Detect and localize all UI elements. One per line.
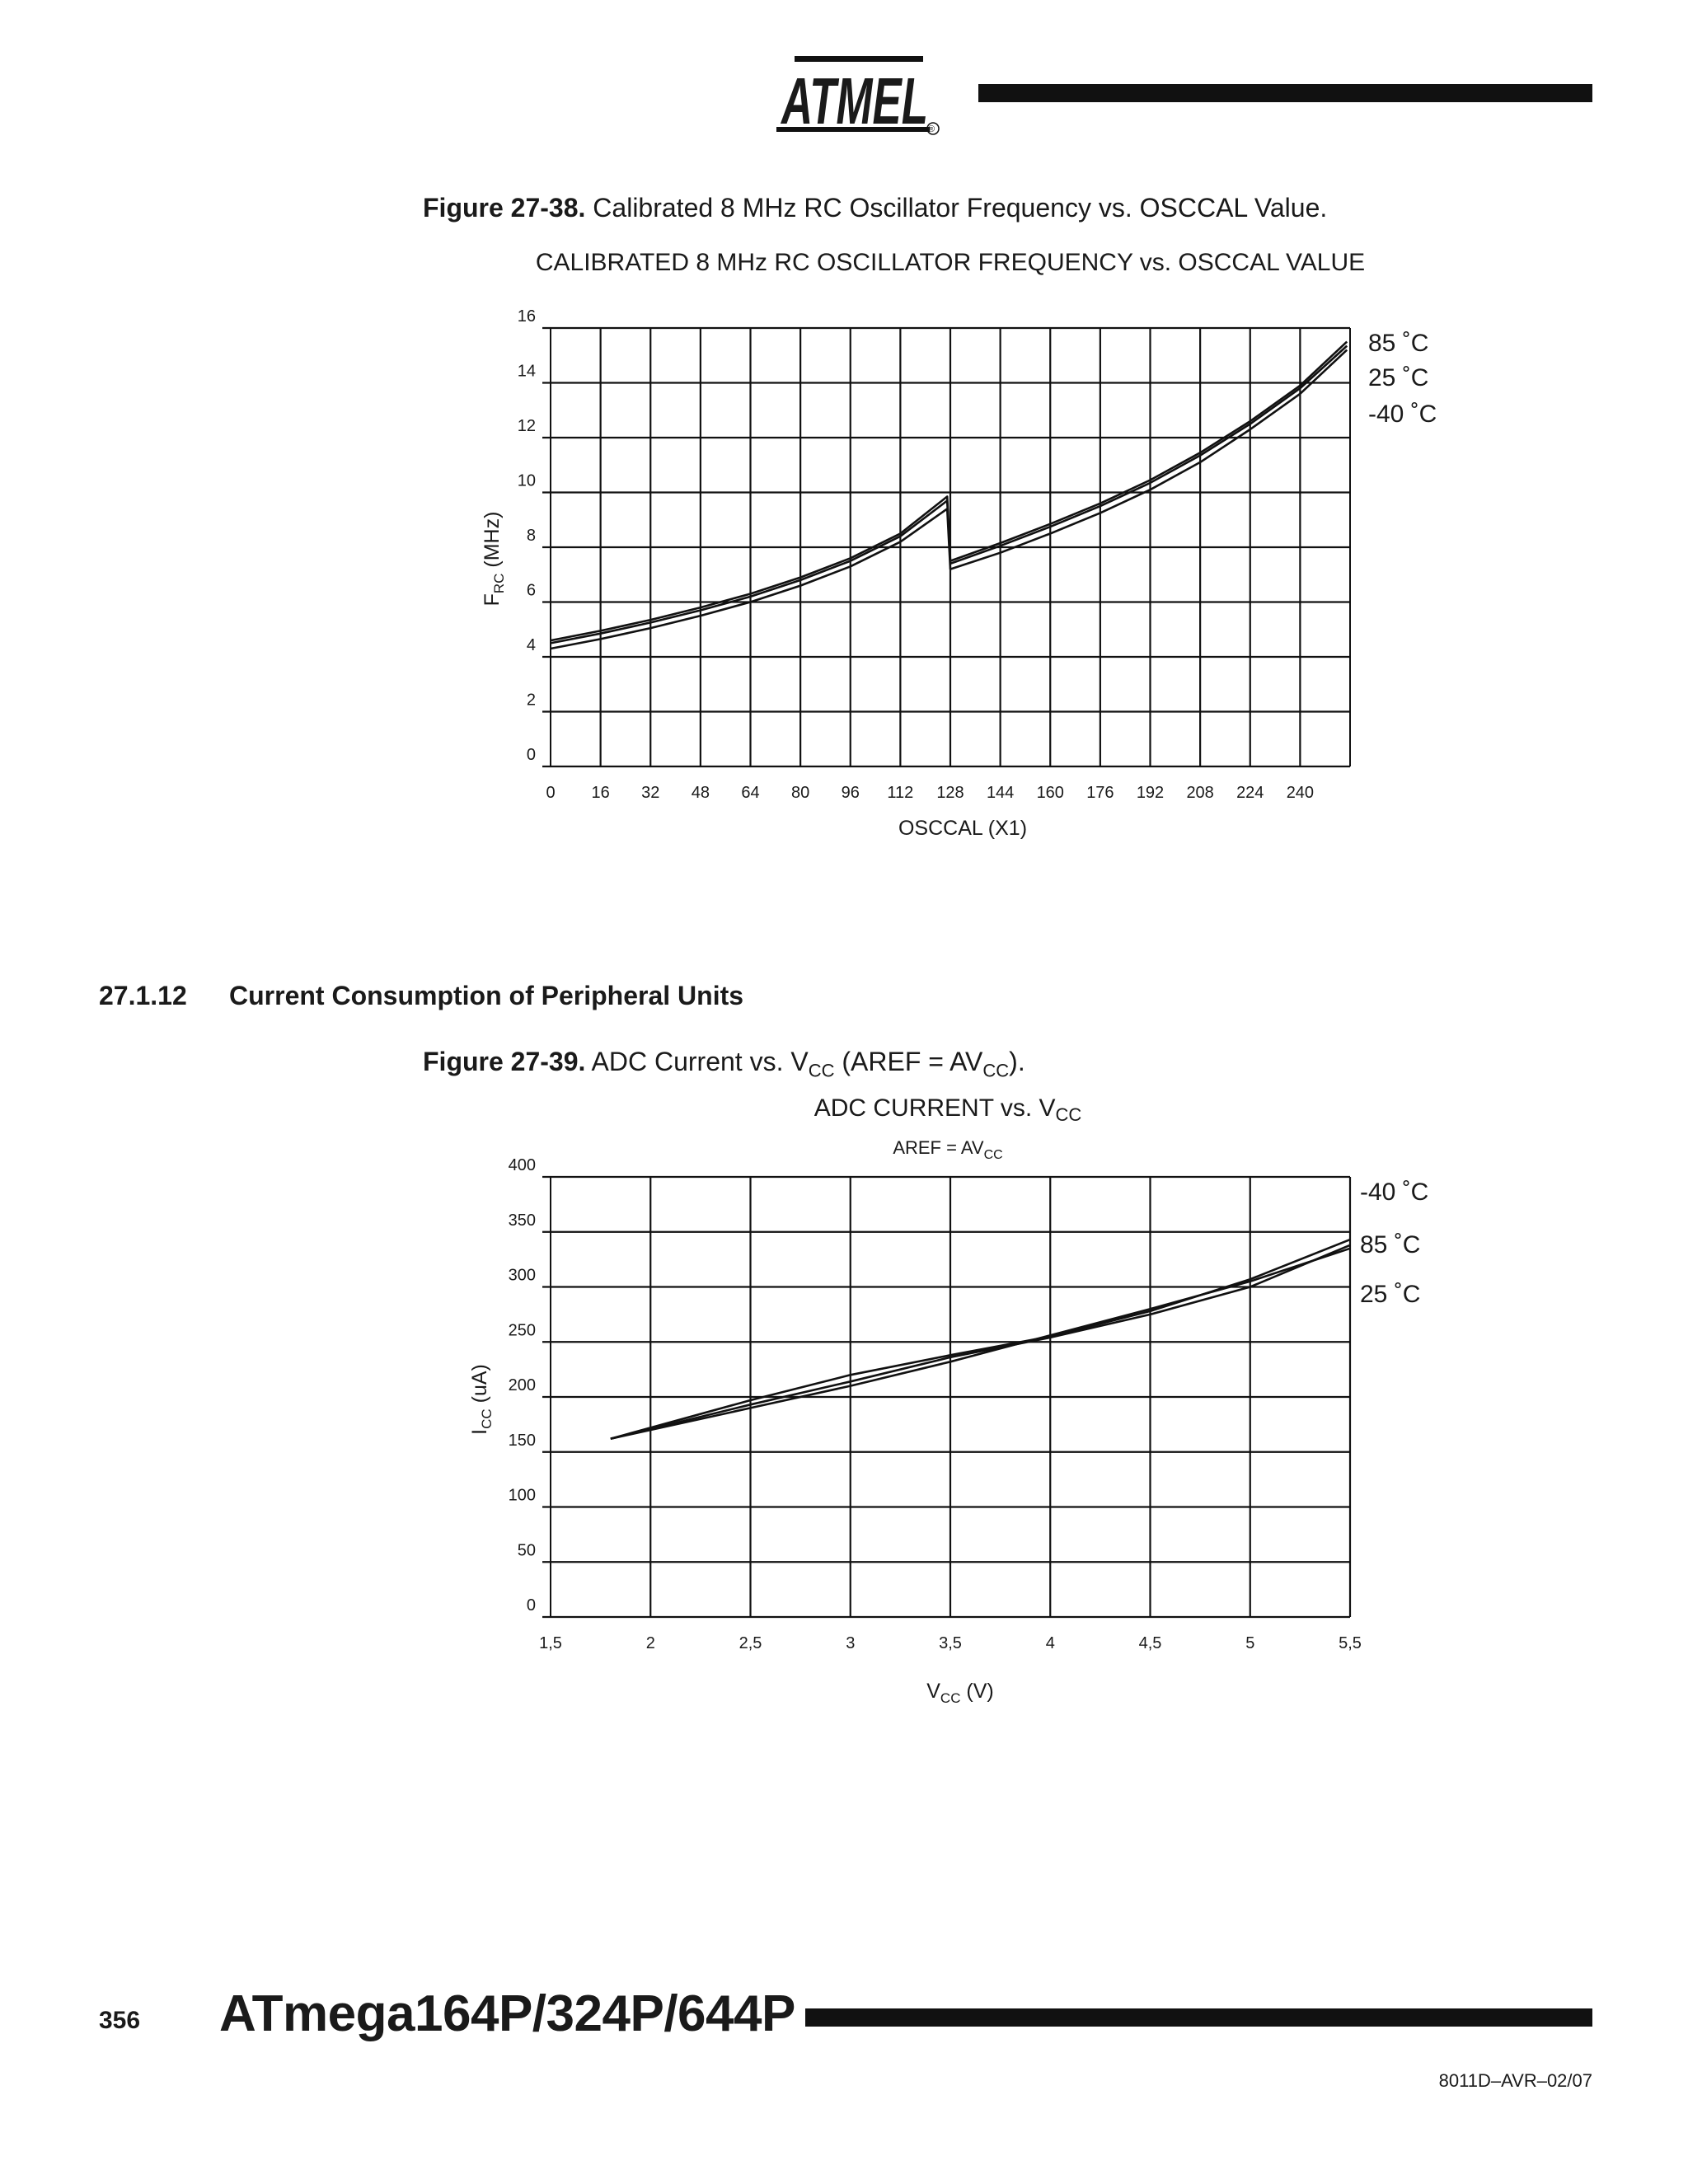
section-heading [99, 981, 743, 1011]
document-id: 8011D–AVR–02/07 [1438, 2070, 1592, 2091]
y-tick-label: 12 [517, 417, 536, 435]
y-tick-label: 200 [508, 1376, 536, 1394]
x-tick-label: 2,5 [738, 1634, 762, 1652]
registered-mark: ® [928, 124, 935, 134]
figure-label-1: Figure 27-38. [423, 193, 586, 223]
x-tick-label: 192 [1136, 784, 1165, 802]
x-tick-label: 0 [546, 784, 556, 802]
adc-current-chart [462, 1088, 1467, 1714]
legend-entry: 25 ˚C [1360, 1281, 1421, 1308]
x-tick-label: 224 [1236, 784, 1264, 802]
x-tick-label: 3 [846, 1634, 856, 1652]
series-lines [611, 1240, 1350, 1439]
x-tick-label: 4,5 [1138, 1634, 1162, 1652]
y-tick-label: 0 [526, 1596, 536, 1615]
section-title: Current Consumption of Peripheral Units [229, 981, 744, 1010]
x-tick-label: 5 [1245, 1634, 1255, 1652]
y-tick-label: 16 [517, 307, 536, 326]
chart-title: ADC CURRENT vs. $V_{CC}$ [814, 1094, 1082, 1125]
x-tick-label: 2 [645, 1634, 655, 1652]
figure-caption-text-1: Calibrated 8 MHz RC Oscillator Frequency vs. OSCCAL Value. [593, 193, 1328, 223]
y-tick-label: 350 [508, 1211, 536, 1230]
x-tick-labels [539, 1634, 1362, 1652]
y-tick-label: 150 [508, 1431, 536, 1450]
x-tick-label: 208 [1186, 784, 1214, 802]
product-name: ATmega164P/324P/644P [219, 1985, 795, 2042]
x-tick-label: 32 [641, 784, 660, 802]
y-tick-label: 2 [526, 691, 536, 710]
legend-entry: 85 ˚C [1368, 330, 1429, 357]
y-axis-label: $F_{RC}$ (MHz) [481, 511, 507, 607]
y-tick-label: 250 [508, 1321, 536, 1340]
x-tick-labels [546, 784, 1314, 802]
y-tick-labels [518, 307, 536, 764]
chart-subtitle: AREF = $AV_{CC}$ [893, 1137, 1003, 1162]
x-tick-label: 160 [1036, 784, 1064, 802]
legend [1368, 330, 1437, 428]
x-tick-label: 4 [1045, 1634, 1055, 1652]
y-tick-label: 400 [508, 1156, 536, 1174]
x-tick-label: 1,5 [539, 1634, 562, 1652]
figure-caption-text-2: ADC Current vs. $V_{CC}$ (AREF = $AV_{CC}$). [591, 1047, 1025, 1081]
chart-grid [542, 328, 1350, 766]
y-tick-label: 50 [517, 1541, 536, 1560]
series-line-1 [551, 342, 1347, 640]
x-tick-label: 240 [1286, 784, 1315, 802]
series-line-2 [551, 346, 1347, 644]
figure-caption-2 [423, 1047, 1025, 1081]
legend-entry: 85 ˚C [1360, 1231, 1421, 1258]
y-tick-label: 8 [526, 527, 536, 545]
atmel-logo-text: ATMEL [780, 64, 928, 138]
oscillator-frequency-chart [462, 239, 1467, 865]
section-number: 27.1.12 [99, 981, 187, 1010]
x-axis-label: $V_{CC}$ (V) [926, 1680, 994, 1706]
x-tick-label: 176 [1086, 784, 1114, 802]
x-tick-label: 16 [591, 784, 610, 802]
series-line-3 [551, 350, 1347, 649]
x-tick-label: 128 [936, 784, 964, 802]
y-tick-label: 10 [517, 471, 536, 490]
page-number: 356 [99, 2007, 141, 2034]
atmel-logo [775, 51, 940, 138]
figure-label-2: Figure 27-39. [423, 1047, 586, 1076]
series-line-2 [611, 1249, 1350, 1439]
x-axis-label: OSCCAL (X1) [898, 817, 1028, 840]
legend [1360, 1179, 1428, 1308]
legend-entry: 25 ˚C [1368, 364, 1429, 391]
x-tick-label: 144 [986, 784, 1015, 802]
chart-grid [542, 1177, 1350, 1617]
x-tick-label: 80 [791, 784, 810, 802]
x-tick-label: 64 [741, 784, 760, 802]
x-tick-label: 5,5 [1339, 1634, 1362, 1652]
y-tick-label: 4 [526, 636, 536, 654]
y-tick-label: 14 [517, 362, 536, 381]
y-tick-label: 0 [526, 746, 536, 764]
footer-rule [805, 2008, 1592, 2027]
legend-entry: -40 ˚C [1360, 1179, 1429, 1206]
x-tick-label: 112 [887, 784, 914, 802]
x-tick-label: 3,5 [939, 1634, 962, 1652]
legend-entry: -40 ˚C [1368, 401, 1437, 428]
y-tick-label: 6 [526, 581, 536, 600]
y-axis-label: $I_{CC}$ (uA) [468, 1364, 495, 1435]
x-tick-label: 96 [841, 784, 860, 802]
chart-title: CALIBRATED 8 MHz RC OSCILLATOR FREQUENCY vs. OSCCAL VALUE [535, 249, 1366, 276]
figure-caption-1 [423, 193, 1327, 223]
y-tick-label: 300 [508, 1266, 536, 1285]
header-rule [978, 84, 1592, 102]
y-tick-labels [509, 1156, 536, 1615]
series-line-1 [611, 1240, 1350, 1439]
y-tick-label: 100 [508, 1486, 536, 1505]
x-tick-label: 48 [691, 784, 710, 802]
